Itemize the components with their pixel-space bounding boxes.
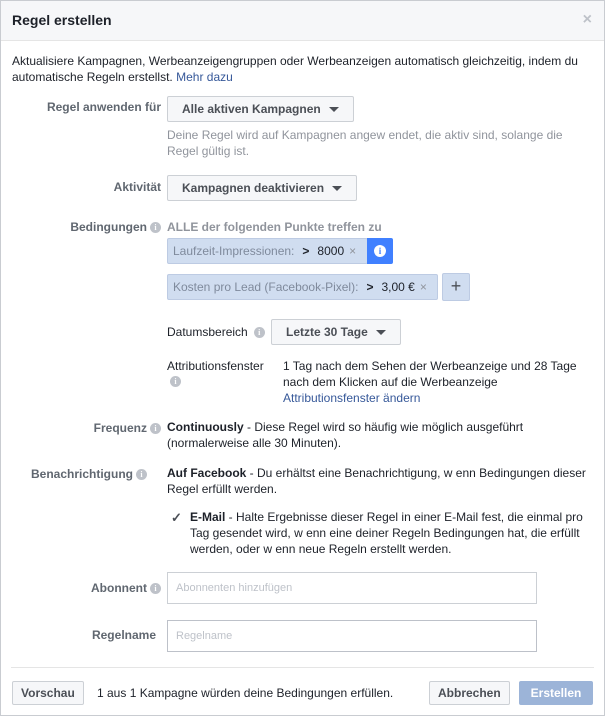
apply-help-text: Deine Regel wird auf Kampagnen angew endet, die aktiv sind, solange die Regel gültig ist. (167, 128, 563, 158)
date-range-dropdown[interactable] (271, 319, 401, 345)
apply-dropdown-value: Alle aktiven Kampagnen (182, 102, 321, 116)
notification-email-text: - Halte Ergebnisse dieser Regel in einer E-Mail fest, die einmal pro Tag gesendet wird, w enn eine deiner Regeln Bedingungen hat, die erfüllt werden, oder w enn neue Regeln erstellt werden. (190, 510, 583, 556)
info-icon[interactable]: i (150, 423, 161, 434)
info-icon[interactable]: i (150, 583, 161, 594)
condition-metric: Kosten pro Lead (Facebook-Pixel): (173, 280, 359, 294)
notification-email (190, 509, 590, 557)
cancel-button[interactable]: Abbrechen (429, 681, 510, 705)
condition-chip-2[interactable] (167, 274, 438, 300)
chevron-down-icon (376, 330, 386, 335)
notification-facebook-bold: Auf Facebook (167, 466, 247, 480)
conditions-header: ALLE der folgenden Punkte treffen zu (167, 220, 382, 234)
change-attribution-link[interactable]: Attributionsfenster ändern (283, 391, 421, 405)
frequency-description: - Diese Regel wird so häufig wie möglich ausgeführt (normalerweise alle 30 Minuten). (167, 420, 524, 450)
apply-dropdown[interactable] (167, 96, 354, 122)
footer-divider (11, 667, 594, 668)
notification-email-bold: E-Mail (190, 510, 226, 524)
chevron-down-icon (332, 186, 342, 191)
intro-text (12, 53, 592, 85)
info-icon[interactable]: i (150, 222, 161, 233)
attribution-description: 1 Tag nach dem Sehen der Werbeanzeige und 28 Tage nach dem Klicken auf die Werbeanzeige (283, 359, 577, 389)
close-icon[interactable]: × (582, 11, 592, 28)
notification-label-text: Benachrichtigung (30, 467, 133, 481)
frequency-label-text: Frequenz (93, 421, 147, 435)
add-condition-button[interactable]: + (442, 273, 470, 301)
info-icon[interactable]: i (170, 376, 181, 387)
frequency-text (167, 419, 577, 451)
intro-description: Aktualisiere Kampagnen, Werbeanzeigengruppen oder Werbeanzeigen automatisch gleichzeitig, indem du automatische Regeln erstellst. (12, 54, 578, 84)
info-icon[interactable]: i (254, 327, 265, 338)
conditions-label (1, 220, 161, 234)
rule-name-label: Regelname (91, 628, 156, 642)
action-dropdown[interactable] (167, 175, 357, 201)
date-range-label-text: Datumsbereich (167, 325, 248, 339)
subscriber-label (1, 581, 161, 595)
date-range-value: Letzte 30 Tage (286, 325, 368, 339)
remove-condition-icon[interactable]: × (349, 244, 357, 258)
info-icon: i (374, 245, 386, 257)
email-checkbox[interactable]: ✓ (171, 510, 182, 525)
condition-metric: Laufzeit-Impressionen: (173, 244, 295, 258)
frequency-bold: Continuously (167, 420, 244, 434)
condition-value: 3,00 € (381, 280, 415, 294)
attribution-label: Attributionsfenster (167, 359, 264, 373)
condition-operator: > (366, 280, 374, 294)
learn-more-link[interactable]: Mehr dazu (176, 70, 233, 84)
frequency-label (1, 421, 161, 435)
condition-value: 8000 (317, 244, 345, 258)
dialog-title: Regel erstellen (12, 12, 112, 28)
condition-info-button[interactable] (367, 238, 393, 264)
chevron-down-icon (329, 107, 339, 112)
rule-name-input[interactable] (176, 621, 536, 651)
apply-label: Regel anwenden für (46, 100, 161, 114)
create-button[interactable]: Erstellen (519, 681, 593, 705)
attribution-text (283, 358, 583, 406)
notification-label (0, 467, 147, 481)
condition-operator: > (302, 244, 310, 258)
subscriber-input-wrapper (167, 572, 537, 604)
action-label: Aktivität (113, 180, 161, 194)
subscriber-input[interactable] (176, 573, 536, 603)
date-range-label (167, 325, 265, 339)
conditions-label-text: Bedingungen (70, 220, 147, 234)
condition-chip-1[interactable] (167, 238, 368, 264)
notification-facebook-text: - Du erhältst eine Benachrichtigung, w enn Bedingungen dieser Regel erfüllt werden. (167, 466, 586, 496)
preview-button[interactable]: Vorschau (12, 681, 84, 705)
remove-condition-icon[interactable]: × (419, 280, 427, 294)
dialog-header (1, 1, 604, 41)
info-icon[interactable]: i (136, 469, 147, 480)
footer-summary: 1 aus 1 Kampagne würden deine Bedingungen erfüllen. (97, 686, 394, 700)
subscriber-label-text: Abonnent (91, 581, 147, 595)
rule-name-input-wrapper (167, 620, 537, 652)
action-dropdown-value: Kampagnen deaktivieren (182, 181, 325, 195)
notification-facebook (167, 465, 587, 497)
